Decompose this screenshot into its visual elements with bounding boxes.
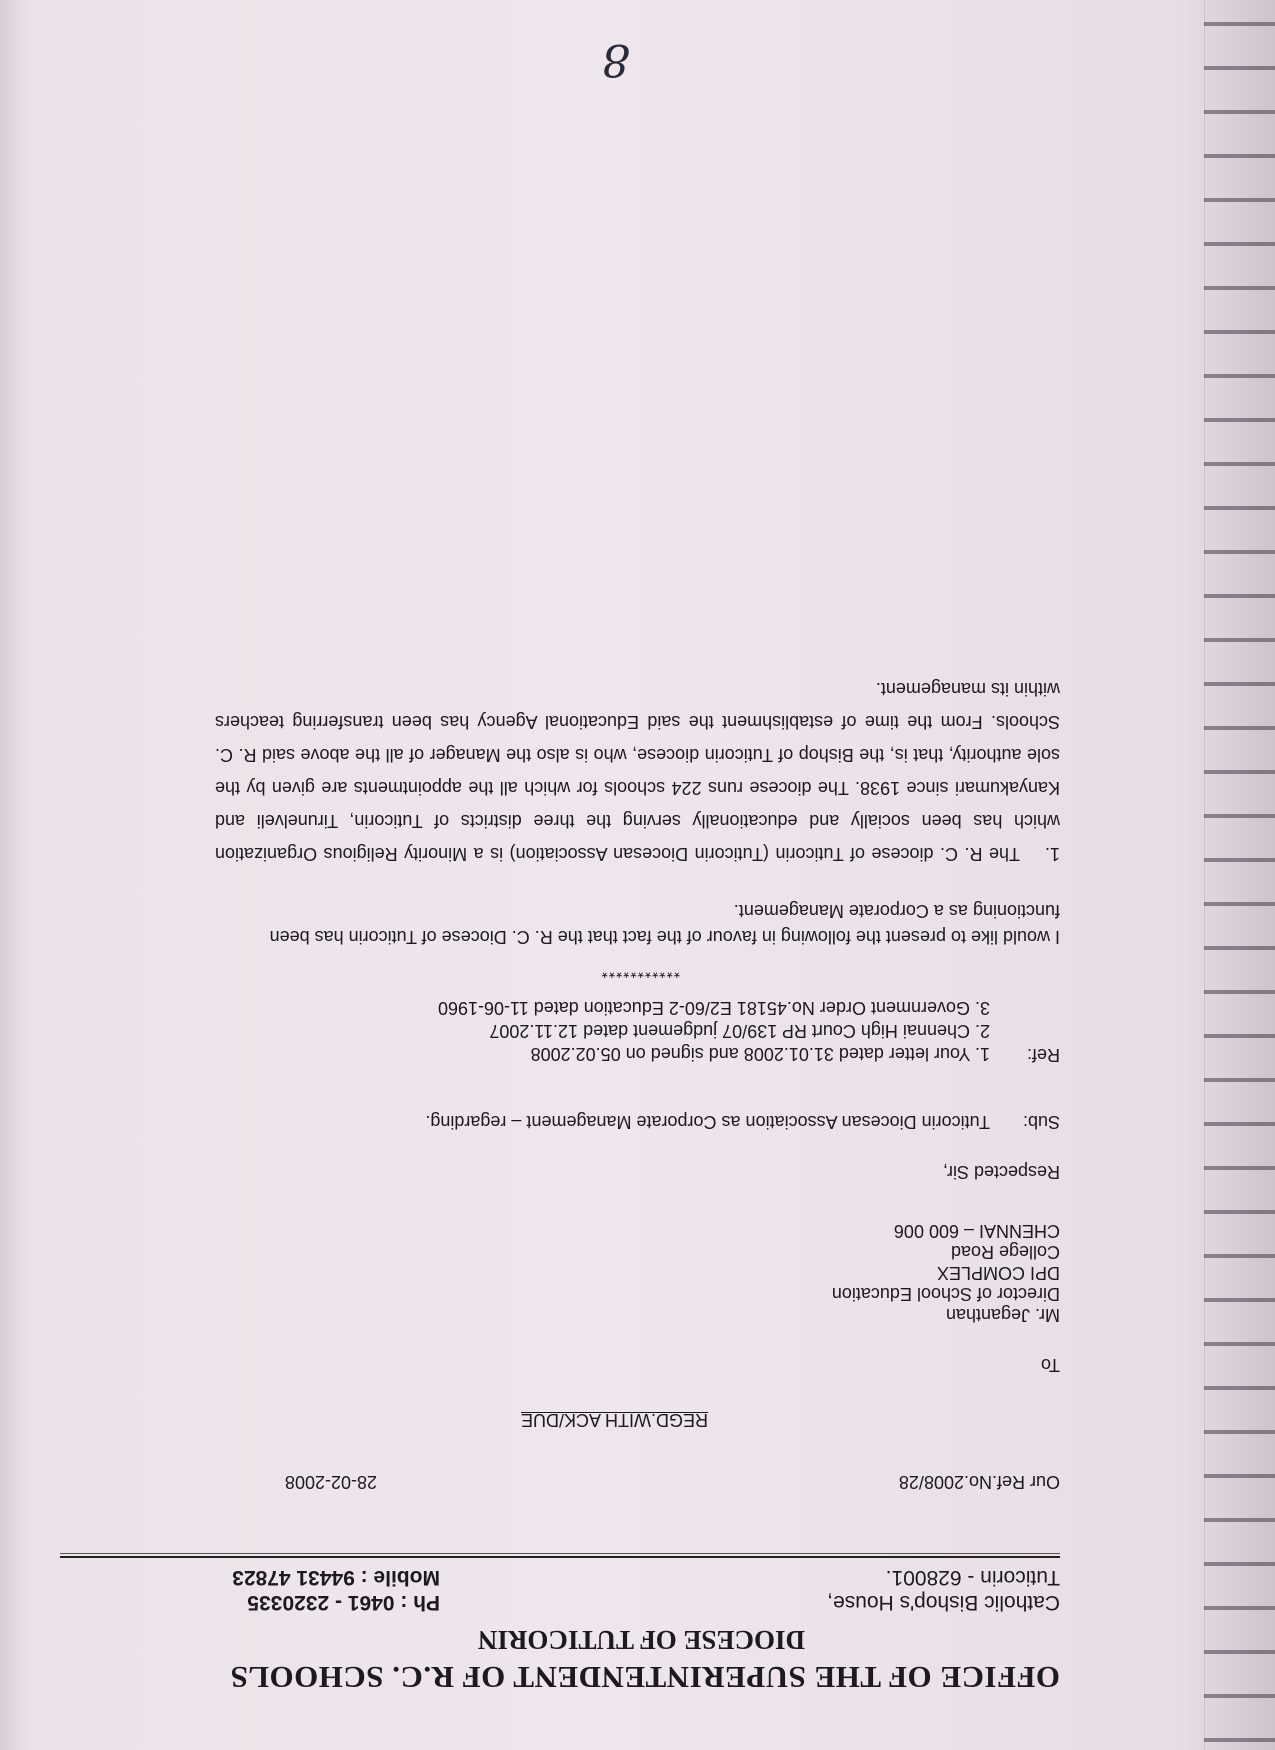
addressee-line: College Road	[950, 1242, 1060, 1262]
intro-paragraph: I would like to present the following in favour of the fact that the R. C. Diocese of Tuticorin has been functioning as a Corporate Management.	[269, 901, 1060, 947]
addressee-line: Director of School Education	[831, 1284, 1060, 1304]
phone-number: Ph : 0461 - 2320335	[247, 1591, 440, 1614]
reference-item: 2. Chennai High Court RP 139/07 judgement dated 12.11.2007	[489, 1021, 990, 1041]
handwritten-page-number: 8	[602, 34, 630, 85]
letterhead-contact	[232, 1565, 440, 1615]
addressee-line: DPI COMPLEX	[936, 1263, 1060, 1283]
addressee-line: CHENNAI – 600 006	[893, 1221, 1060, 1241]
mobile-number: Mobile : 94431 47823	[232, 1566, 440, 1589]
addressee-line: Mr. Jeganthan	[945, 1305, 1060, 1325]
to-label: To	[1040, 1355, 1060, 1375]
subject-text: Tuticorin Diocesan Association as Corporate Management – regarding.	[425, 1112, 990, 1132]
reference-item: 3. Government Order No.45181 E2/60-2 Education dated 11-06-1960	[437, 998, 990, 1018]
delivery-note: REGD.WITH ACK/DUE	[520, 1410, 708, 1430]
salutation: Respected Sir,	[942, 1162, 1060, 1182]
address-line: Catholic Bishop's House,	[827, 1591, 1060, 1614]
subject-label: Sub:	[1022, 1112, 1060, 1132]
paragraph-number: 1.	[1044, 844, 1060, 864]
reference-label: Ref:	[1026, 1045, 1060, 1065]
letterhead-title: OFFICE OF THE SUPERINTENDENT OF R.C. SCHOOLS	[230, 1660, 1060, 1695]
letter-date: 28-02-2008	[284, 1472, 377, 1492]
header-rule-thin	[60, 1553, 1060, 1554]
letterhead-subtitle: DIOCESE OF TUTICORIN	[477, 1625, 805, 1655]
reference-list	[438, 996, 990, 1065]
paragraph-1	[215, 672, 1060, 870]
separator: ***********	[600, 963, 680, 980]
our-reference: Our Ref.No.2008/28	[898, 1472, 1060, 1492]
header-rule	[60, 1556, 1060, 1558]
reference-item: 1. Your letter dated 31.01.2008 and signed on 05.02.2008	[530, 1044, 990, 1064]
paragraph-text: The R. C. diocese of Tuticorin (Tuticorin Diocesan Association) is a Minority Religious Organization which has been socially and educationally serving the three districts of Tuticorin, Tirunelveli and Kanyakumari since 1938. The diocese runs 224 schools for which all the appointments are given by the sole authority, that is, the Bishop of Tuticorin diocese, who is also the Manager of all the above said R. C. Schools. From the time of establishment the said Educational Agency has been transferring teachers within its management.	[215, 679, 1060, 864]
address-line: Tuticorin - 628001.	[885, 1566, 1060, 1589]
addressee-block	[832, 1220, 1060, 1325]
letterhead-address	[827, 1565, 1060, 1615]
